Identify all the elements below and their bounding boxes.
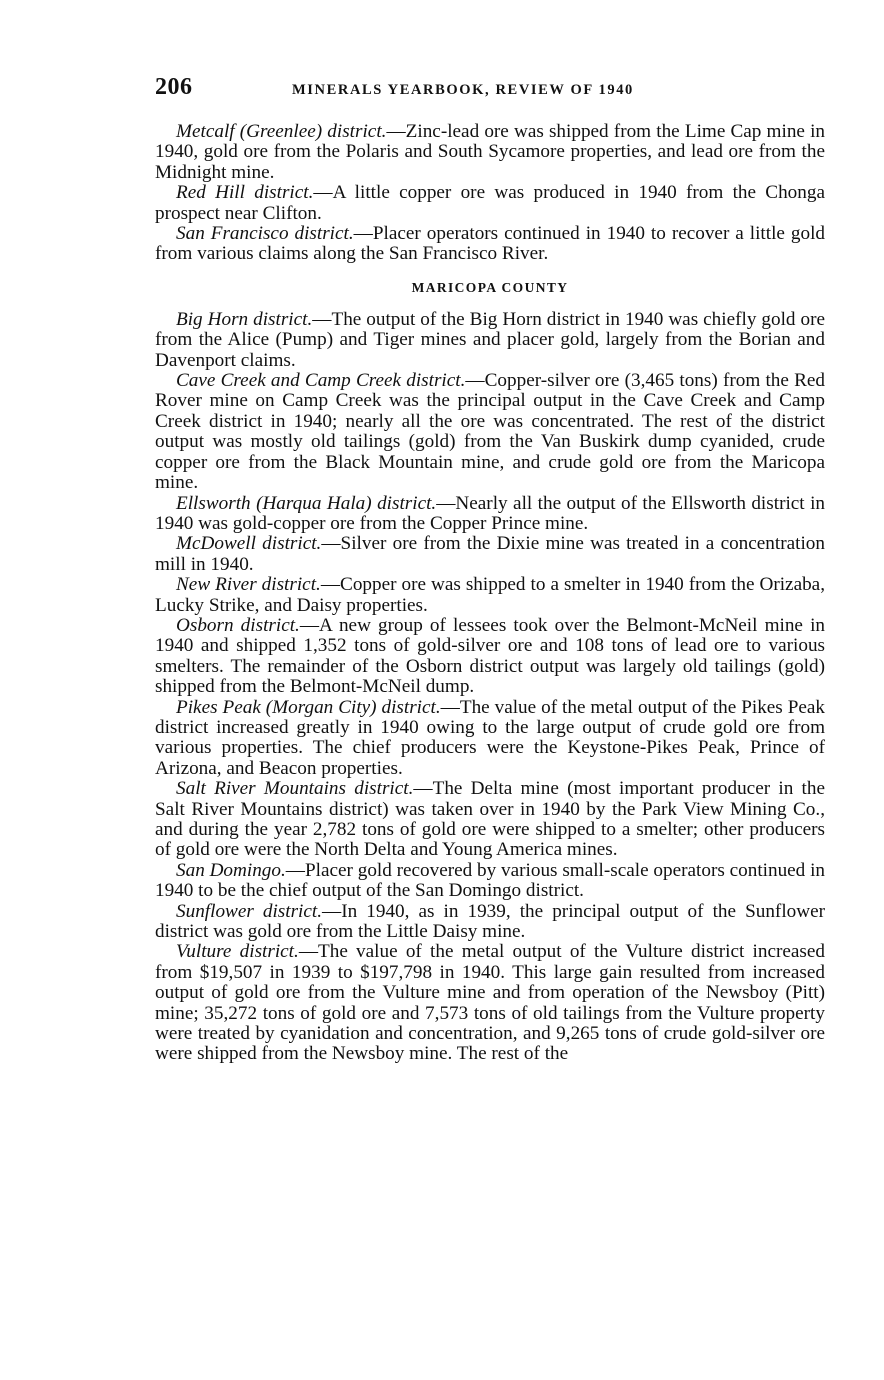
paragraph-text: —Placer operators continued in 1940 to recover a little gold from various claims along the San Francisco River. (155, 223, 825, 265)
district-name: Red Hill district. (176, 182, 314, 204)
paragraph-san-domingo (155, 861, 825, 902)
paragraph-text: —In 1940, as in 1939, the principal output of the Sunflower district was gold ore from the Little Daisy mine. (155, 900, 826, 943)
paragraph-text: —The value of the metal output of the Pikes Peak district increased greatly in 1940 owing to the large output of crude gold ore from various properties. The chief producers were the Keystone-Pikes Peak, Prince of Arizona, and Beacon properties. (155, 696, 826, 779)
paragraph-text: —The Delta mine (most important producer in the Salt River Mountains district) was taken over in 1940 by the Park View Mining Co., and during the year 2,782 tons of gold ore were shipped to a smelter; other producers of gold ore were the North Delta and Young America mines. (155, 778, 825, 861)
paragraph-text: —The output of the Big Horn district in 1940 was chiefly gold ore from the Alice (Pump) and Tiger mines and placer gold, largely from the Borian and Davenport claims. (155, 308, 825, 371)
paragraph-sunflower (155, 902, 825, 943)
paragraph-text: —Copper ore was shipped to a smelter in 1940 from the Orizaba, Lucky Strike, and Daisy properties. (155, 574, 825, 616)
paragraph-metcalf (155, 122, 825, 183)
paragraph-text: —Silver ore from the Dixie mine was treated in a concentration mill in 1940. (155, 533, 825, 575)
paragraph-osborn (155, 616, 825, 698)
district-name: San Francisco district. (176, 223, 354, 245)
district-name: Vulture district. (176, 941, 299, 963)
paragraph-new-river (155, 575, 825, 616)
district-name: Ellsworth (Harqua Hala) district. (176, 492, 437, 514)
paragraph-text: —Nearly all the output of the Ellsworth district in 1940 was gold-copper ore from the Copper Prince mine. (155, 492, 825, 534)
district-name: San Domingo. (176, 859, 286, 881)
district-name: Sunflower district. (176, 900, 323, 922)
paragraph-vulture (155, 942, 825, 1064)
paragraph-ellsworth (155, 494, 825, 535)
paragraph-red-hill (155, 183, 825, 224)
paragraph-big-horn (155, 310, 825, 371)
district-name: Big Horn district. (176, 308, 313, 330)
running-title: MINERALS YEARBOOK, REVIEW OF 1940 (292, 82, 634, 98)
paragraph-san-francisco (155, 224, 825, 265)
district-name: Osborn district. (176, 614, 300, 636)
paragraph-text: —A little copper ore was produced in 1940 from the Chonga prospect near Clifton. (155, 182, 825, 224)
paragraph-text: —The value of the metal output of the Vulture district increased from $19,507 in 1939 to $197,798 in 1940. This large gain resulted from increased output of gold ore from the Vulture mine and from operation of the Newsboy (Pitt) mine; 35,272 tons of gold ore and 7,573 tons of old tailings from the Vulture property were treated by cyanidation and concentration, and 9,265 tons of crude gold-silver ore were shipped from the Newsboy mine. The rest of the (155, 941, 825, 1065)
paragraph-pikes-peak (155, 698, 825, 780)
district-name: Metcalf (Greenlee) district. (176, 121, 387, 142)
paragraph-text: —Placer gold recovered by various small-scale operators continued in 1940 to be the chief output of the San Domingo district. (155, 859, 825, 902)
paragraph-cave-creek (155, 371, 825, 493)
paragraph-text: —A new group of lessees took over the Belmont-McNeil mine in 1940 and shipped 1,352 tons of gold-silver ore and 108 tons of lead ore to various smelters. The remainder of the Osborn district output was largely old tailings (gold) shipped from the Belmont-McNeil dump. (155, 614, 825, 698)
paragraph-mcdowell (155, 534, 825, 575)
district-name: Salt River Mountains district. (176, 778, 414, 800)
page-number: 206 (155, 74, 193, 100)
page-header (155, 74, 825, 104)
district-name: McDowell district. (176, 533, 322, 555)
body-text (155, 122, 825, 1065)
district-name: Cave Creek and Camp Creek district. (176, 370, 466, 392)
district-name: Pikes Peak (Morgan City) district. (176, 696, 441, 718)
paragraph-salt-river (155, 779, 825, 861)
paragraph-text: —Copper-silver ore (3,465 tons) from the Red Rover mine on Camp Creek was the principal output in the Cave Creek and Camp Creek district in 1940; nearly all the ore was concentrated. The rest of the district output was mostly old tailings (gold) from the Van Buskirk dump cyanided, crude copper ore from the Black Mountain mine, and crude gold ore from the Maricopa mine. (155, 370, 826, 494)
district-name: New River district. (176, 574, 321, 596)
section-heading: MARICOPA COUNTY (411, 279, 569, 295)
paragraph-text: —Zinc-lead ore was shipped from the Lime Cap mine in 1940, gold ore from the Polaris and South Sycamore properties, and lead ore from the Midnight mine. (155, 121, 826, 183)
